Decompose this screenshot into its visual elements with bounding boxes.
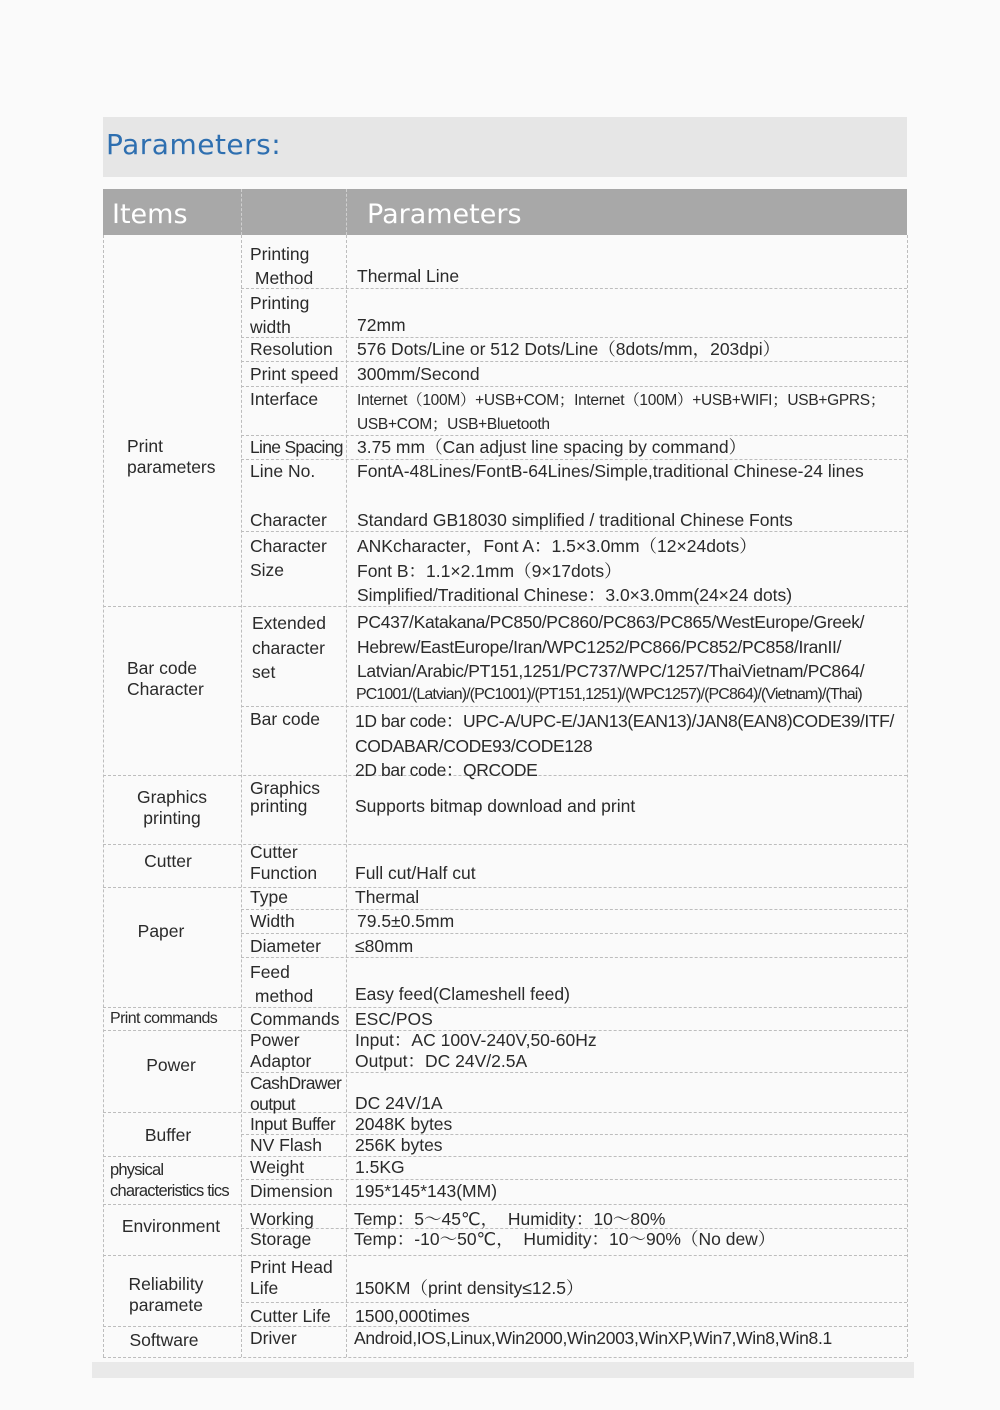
page-title: Parameters:: [106, 128, 282, 161]
row-separator: [241, 337, 907, 338]
group-separator: [103, 1007, 907, 1008]
row-separator: [241, 361, 907, 362]
group-environment: Environment: [121, 1216, 221, 1236]
value-print-speed: 300mm/Second: [357, 364, 480, 384]
group-separator: [103, 1255, 907, 1256]
label-working: Working: [250, 1209, 314, 1229]
label-interface: Interface: [250, 389, 319, 409]
label-input-buffer: Input Buffer: [250, 1114, 336, 1134]
value-cutter-function: Full cut/Half cut: [355, 863, 476, 883]
header-divider: [241, 189, 242, 235]
group-physical: physical characteristics tics: [110, 1161, 229, 1200]
group-paper: Paper: [137, 921, 185, 941]
value-nv-flash: 256K bytes: [355, 1135, 443, 1155]
value-printing-method: Thermal Line: [357, 266, 460, 286]
label-character-size: Character Size: [250, 536, 327, 580]
value-bar-code: 1D bar code：UPC-A/UPC-E/JAN13(EAN13)/JAN8(EAN8)CODE39/ITF/ CODABAR/CODE93/CODE128 2D bar code：QRCODE: [355, 711, 894, 780]
header-items: Items: [112, 199, 188, 230]
label-dimension: Dimension: [250, 1181, 333, 1201]
label-printing-method: Printing Method: [250, 244, 314, 288]
value-print-head-life: 150KM（print density≤12.5）: [355, 1278, 584, 1298]
value-line-no: FontA-48Lines/FontB-64Lines/Simple,traditional Chinese-24 lines: [357, 461, 864, 481]
group-separator: [103, 1204, 907, 1205]
label-character: Character: [250, 510, 327, 530]
column-divider-2: [346, 235, 347, 1357]
label-feed-method: Feed method: [250, 962, 314, 1006]
column-divider-1: [241, 235, 242, 1357]
value-paper-width: 79.5±0.5mm: [357, 911, 455, 931]
row-separator: [241, 706, 907, 707]
row-separator: [241, 386, 907, 387]
group-power: Power: [146, 1055, 196, 1075]
value-power-adaptor: Input：AC 100V-240V,50-60Hz Output：DC 24V/2.5A: [355, 1030, 597, 1071]
value-cutter-life: 1500,000times: [355, 1306, 470, 1326]
label-storage: Storage: [250, 1229, 312, 1249]
label-print-head-life: Print Head Life: [250, 1257, 333, 1298]
value-cash-drawer: DC 24V/1A: [355, 1093, 443, 1113]
value-storage: Temp：-10～50℃， Humidity：10～90%（No dew）: [354, 1229, 776, 1249]
value-weight: 1.5KG: [355, 1157, 405, 1177]
label-printing-width: Printing width: [250, 293, 310, 337]
value-extended-set: PC437/Katakana/PC850/PC860/PC863/PC865/WestEurope/Greek/ Hebrew/EastEurope/Iran/WPC1252/PC866/PC852/PC858/IranII/ Latvian/Arabic/PT151,1251/PC737/WPC/1257/ThaiVietnam/PC864/: [357, 612, 865, 681]
value-character: Standard GB18030 simplified / traditional Chinese Fonts: [357, 510, 793, 530]
label-graphics: Graphics printing: [250, 778, 321, 816]
value-resolution: 576 Dots/Line or 512 Dots/Line（8dots/mm，203dpi）: [357, 339, 781, 359]
value-extended-set-last: PC1001/(Latvian)/(PC1001)/(PT151,1251)/(WPC1257)/(PC864)/(Vietnam)/(Thai): [356, 686, 862, 703]
value-character-size: ANKcharacter，Font A：1.5×3.0mm（12×24dots） Font B：1.1×2.1mm（9×17dots） Simplified/Traditional Chinese：3.0×3.0mm(24×24 dots): [357, 536, 793, 605]
row-separator: [241, 933, 907, 934]
label-commands: Commands: [250, 1009, 340, 1029]
label-extended-set: Extended character set: [252, 613, 326, 682]
row-separator: [241, 459, 907, 460]
table-border-right: [907, 235, 908, 1357]
bottom-band: [92, 1362, 914, 1378]
group-cutter: Cutter: [144, 851, 192, 871]
value-feed-method: Easy feed(Clameshell feed): [355, 984, 570, 1004]
value-input-buffer: 2048K bytes: [355, 1114, 453, 1134]
row-separator: [241, 1179, 907, 1180]
label-cutter-function: Cutter Function: [250, 842, 318, 883]
row-separator: [241, 957, 907, 958]
group-reliability: Reliability paramete: [128, 1274, 204, 1315]
value-paper-type: Thermal: [355, 887, 420, 907]
row-separator: [241, 909, 907, 910]
label-weight: Weight: [250, 1157, 305, 1177]
value-graphics: Supports bitmap download and print: [355, 796, 636, 816]
label-line-spacing: Line Spacing: [250, 437, 343, 457]
label-cash-drawer: CashDrawer output: [250, 1073, 342, 1114]
group-separator: [103, 1112, 907, 1113]
group-print-parameters: Print parameters: [127, 436, 216, 477]
label-cutter-life: Cutter Life: [250, 1306, 331, 1326]
label-paper-width: Width: [250, 911, 295, 931]
label-paper-diameter: Diameter: [250, 936, 321, 956]
row-separator: [241, 288, 907, 289]
row-separator: [241, 531, 907, 532]
value-driver: Android,IOS,Linux,Win2000,Win2003,WinXP,Win7,Win8,Win8.1: [354, 1328, 832, 1348]
group-print-commands: Print commands: [110, 1010, 218, 1027]
label-resolution: Resolution: [250, 339, 333, 359]
header-divider: [346, 189, 347, 235]
label-paper-type: Type: [250, 887, 288, 907]
value-line-spacing: 3.75 mm（Can adjust line spacing by command）: [357, 437, 747, 457]
label-nv-flash: NV Flash: [250, 1135, 322, 1155]
header-parameters: Parameters: [367, 199, 522, 230]
row-separator: [241, 1134, 907, 1135]
group-bar-code-character: Bar code Character: [127, 658, 204, 699]
group-buffer: Buffer: [144, 1125, 192, 1145]
group-separator: [103, 1156, 907, 1157]
group-graphics-printing: Graphics printing: [136, 787, 208, 828]
value-dimension: 195*145*143(MM): [355, 1181, 498, 1201]
group-software: Software: [129, 1330, 199, 1350]
label-driver: Driver: [250, 1328, 297, 1348]
label-print-speed: Print speed: [250, 364, 339, 384]
value-printing-width: 72mm: [357, 315, 406, 335]
value-commands: ESC/POS: [355, 1009, 433, 1029]
group-separator: [103, 1326, 907, 1327]
value-interface: Internet（100M）+USB+COM；Internet（100M）+USB+WIFI；USB+GPRS； USB+COM；USB+Bluetooth: [357, 392, 886, 433]
group-separator: [103, 887, 907, 888]
group-separator: [103, 844, 907, 845]
table-border-bottom: [103, 1357, 907, 1358]
row-separator: [241, 1302, 907, 1303]
label-bar-code: Bar code: [250, 709, 321, 729]
value-working: Temp：5～45℃， Humidity：10～80%: [354, 1209, 666, 1229]
value-paper-diameter: ≤80mm: [355, 936, 414, 956]
label-line-no: Line No.: [250, 461, 316, 481]
label-power-adaptor: Power Adaptor: [250, 1030, 312, 1071]
